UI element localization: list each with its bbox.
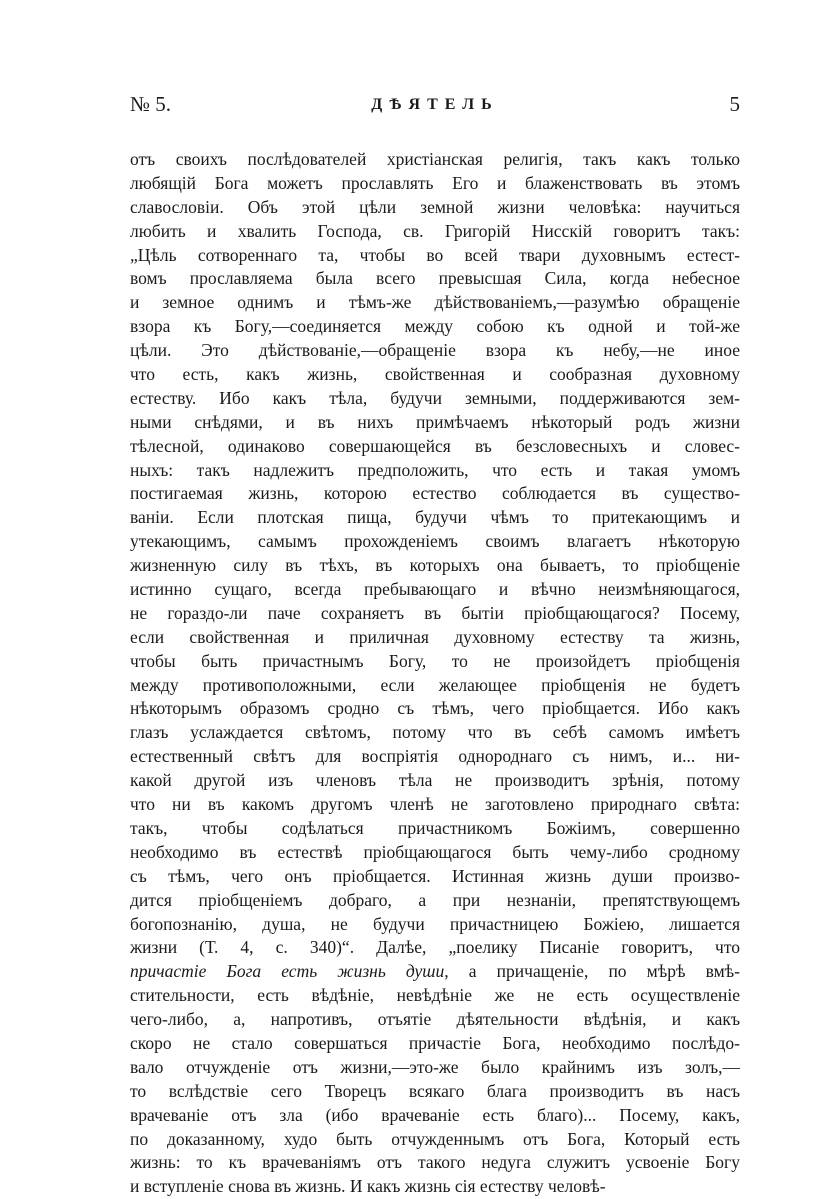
text-line: тѣлесной, одинаково совершающейся въ безсловесныхъ и словес- xyxy=(130,435,740,456)
text-line: то вслѣдствіе сего Творецъ всякаго блага производитъ въ насъ xyxy=(130,1080,740,1101)
text-line: врачеваніе отъ зла (ибо врачеваніе есть благо)... Посему, какъ, xyxy=(130,1104,740,1125)
text-line: стительности, есть вѣдѣніе, невѣдѣніе же не есть осуществленіе xyxy=(130,985,740,1006)
text-line: что есть, какъ жизнь, свойственная и сообразная духовному xyxy=(130,364,740,385)
text-line: жизни (Т. 4, с. 340)“. Далѣе, „поелику Писаніе говоритъ, что xyxy=(130,937,740,958)
text-line: истинно сущаго, всегда пребывающаго и вѣчно неизмѣняющагося, xyxy=(130,579,740,600)
text-line: естеству. Ибо какъ тѣла, будучи земными, поддерживаются зем- xyxy=(130,387,740,408)
text-line: взора къ Богу,—соединяется между собою къ одной и той-же xyxy=(130,316,740,337)
text-line: жизненную силу въ тѣхъ, въ которыхъ она бываетъ, то пріобщеніе xyxy=(130,555,740,576)
text-line: постигаемая жизнь, которою естество соблюдается въ существо- xyxy=(130,483,740,504)
text-line: чтобы быть причастнымъ Богу, то не произойдетъ пріобщенія xyxy=(130,650,740,671)
text-line: между противоположными, если желающее пріобщенія не будетъ xyxy=(130,674,740,695)
journal-title: ДѢЯТЕЛЬ xyxy=(371,96,499,113)
text-line: вомъ прославляема была всего превысшая Сила, когда небесное xyxy=(130,268,740,289)
text-line: любить и хвалить Господа, св. Григорій Нисскій говоритъ такъ: xyxy=(130,220,740,241)
page-number: 5 xyxy=(729,92,740,116)
text-line: по доказанному, худо быть отчужденнымъ отъ Бога, Который есть xyxy=(130,1128,740,1149)
text-line: любящій Бога можетъ прославлять Его и блаженствовать въ этомъ xyxy=(130,172,740,193)
text-line: необходимо въ естествѣ пріобщающагося быть чему-либо сродному xyxy=(130,841,740,862)
text-line: и вступленіе снова въ жизнь. И какъ жизнь сія естеству человѣ- xyxy=(130,1176,606,1197)
text-line: отъ своихъ послѣдователей христіанская религія, такъ какъ только xyxy=(130,149,740,169)
text-line: богопознанію, душа, не будучи причастницею Божіею, лишается xyxy=(130,913,740,934)
text-line: утекающимъ, самымъ прохожденіемъ своимъ влагаетъ нѣкоторую xyxy=(130,531,740,552)
text-line: что ни въ какомъ другомъ членѣ не заготовлено природнаго свѣта: xyxy=(130,794,740,815)
text-line: ными снѣдями, и въ нихъ примѣчаемъ нѣкоторый родъ жизни xyxy=(130,411,740,432)
text-line: естественный свѣтъ для воспріятія однороднаго съ нимъ, и... ни- xyxy=(130,746,740,767)
text-line: такъ, чтобы содѣлаться причастникомъ Божіимъ, совершенно xyxy=(130,817,740,838)
text-segment: а причащеніе, по мѣрѣ вмѣ- xyxy=(448,961,740,982)
text-line: вало отчужденіе отъ жизни,—это-же было крайнимъ изъ золъ,— xyxy=(130,1056,740,1077)
text-line: чего-либо, а, напротивъ, отъятіе дѣятельности вѣдѣнія, и какъ xyxy=(130,1009,740,1030)
text-line: не гораздо-ли паче сохраняетъ въ бытіи пріобщающагося? Посему, xyxy=(130,602,740,623)
text-line: скоро не стало совершаться причастіе Бога, необходимо послѣдо- xyxy=(130,1032,740,1053)
issue-number: № 5. xyxy=(130,92,172,116)
text-line: ваніи. Если плотская пища, будучи чѣмъ то притекающимъ и xyxy=(130,507,740,528)
text-line: съ тѣмъ, чего онъ пріобщается. Истинная жизнь души произво- xyxy=(130,865,740,886)
text-line: и земное однимъ и тѣмъ-же дѣйствованіемъ,—разумѣю обращеніе xyxy=(130,292,740,313)
italic-quote: причастіе Бога есть жизнь души, xyxy=(130,961,449,982)
text-line: нѣкоторымъ образомъ сродно съ тѣмъ, чего пріобщается. Ибо какъ xyxy=(130,698,740,719)
text-line: если свойственная и приличная духовному естеству та жизнь, xyxy=(130,626,740,647)
text-line: „Цѣль сотвореннаго та, чтобы во всей твари духовнымъ естест- xyxy=(130,244,740,265)
text-line: глазъ услаждается свѣтомъ, потому что въ себѣ самомъ имѣетъ xyxy=(130,722,740,743)
text-line: жизнь: то къ врачеваніямъ отъ такого недуга служитъ усвоеніе Богу xyxy=(130,1152,740,1173)
running-header xyxy=(130,92,740,122)
text-line: цѣли. Это дѣйствованіе,—обращеніе взора къ небу,—не иное xyxy=(130,340,740,361)
text-line: дится пріобщеніемъ добраго, а при незнаніи, препятствующемъ xyxy=(130,889,740,910)
body-text xyxy=(130,148,740,1199)
text-line: какой другой изъ членовъ тѣла не производитъ зрѣнія, потому xyxy=(130,770,740,791)
text-line: славословіи. Объ этой цѣли земной жизни человѣка: научиться xyxy=(130,196,740,217)
text-line xyxy=(130,960,740,984)
text-line: ныхъ: такъ надлежитъ предположить, что есть и такая умомъ xyxy=(130,459,740,480)
